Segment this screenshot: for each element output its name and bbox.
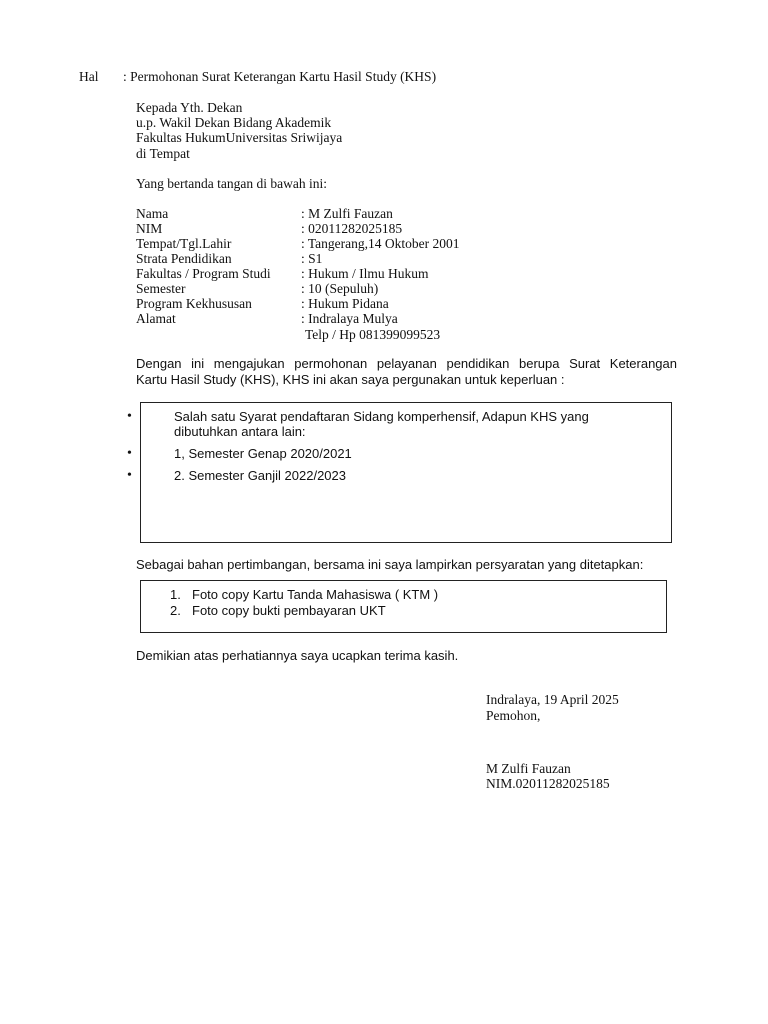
attachments-intro: Sebagai bahan pertimbangan, bersama ini saya lampirkan persyaratan yang ditetapkan: [136,557,644,572]
field-label-fakultas: Fakultas / Program Studi [136,266,271,281]
field-label-semester: Semester [136,281,186,296]
purpose-line: dibutuhkan antara lain: [174,424,306,439]
field-value-telp: Telp / Hp 081399099523 [305,327,441,342]
request-paragraph-line: Kartu Hasil Study (KHS), KHS ini akan saya pergunakan untuk keperluan : [136,372,565,387]
bullet-dot: • [127,446,132,461]
signature-nim: NIM.02011282025185 [486,776,610,791]
intro-text: Yang bertanda tangan di bawah ini: [136,176,327,191]
recipient-line: Fakultas HukumUniversitas Sriwijaya [136,130,343,145]
field-label-nama: Nama [136,206,169,221]
field-value-alamat: : Indralaya Mulya [301,311,398,326]
signature-role: Pemohon, [486,708,541,723]
request-paragraph-line: Dengan ini mengajukan permohonan pelayanan pendidikan berupa Surat Keterangan [136,356,677,371]
purpose-item: 2. Semester Ganjil 2022/2023 [174,468,346,483]
field-label-ttl: Tempat/Tgl.Lahir [136,236,232,251]
field-label-strata: Strata Pendidikan [136,251,232,266]
closing-text: Demikian atas perhatiannya saya ucapkan terima kasih. [136,648,459,663]
field-label-nim: NIM [136,221,163,236]
attachment-item: Foto copy Kartu Tanda Mahasiswa ( KTM ) [192,587,439,602]
recipient-line: Kepada Yth. Dekan [136,100,243,115]
purpose-line: Salah satu Syarat pendaftaran Sidang komperhensif, Adapun KHS yang [174,409,589,424]
signature-name: M Zulfi Fauzan [486,761,571,776]
attachment-number: 2. [170,603,181,618]
signature-place-date: Indralaya, 19 April 2025 [486,692,619,707]
hal-label: Hal [79,69,99,84]
bullet-dot: • [127,468,132,483]
bullet-dot: • [127,409,132,424]
attachment-number: 1. [170,587,181,602]
field-value-nim: : 02011282025185 [301,221,403,236]
field-value-ttl: : Tangerang,14 Oktober 2001 [301,236,460,251]
subject-line: : Permohonan Surat Keterangan Kartu Hasil Study (KHS) [123,69,437,84]
field-value-nama: : M Zulfi Fauzan [301,206,393,221]
field-value-kekhususan: : Hukum Pidana [301,296,389,311]
attachment-item: Foto copy bukti pembayaran UKT [192,603,386,618]
recipient-line: di Tempat [136,146,190,161]
field-value-strata: : S1 [301,251,323,266]
field-label-alamat: Alamat [136,311,176,326]
field-value-semester: : 10 (Sepuluh) [301,281,379,296]
field-label-kekhususan: Program Kekhususan [136,296,252,311]
purpose-item: 1, Semester Genap 2020/2021 [174,446,352,461]
recipient-line: u.p. Wakil Dekan Bidang Akademik [136,115,332,130]
field-value-fakultas: : Hukum / Ilmu Hukum [301,266,429,281]
